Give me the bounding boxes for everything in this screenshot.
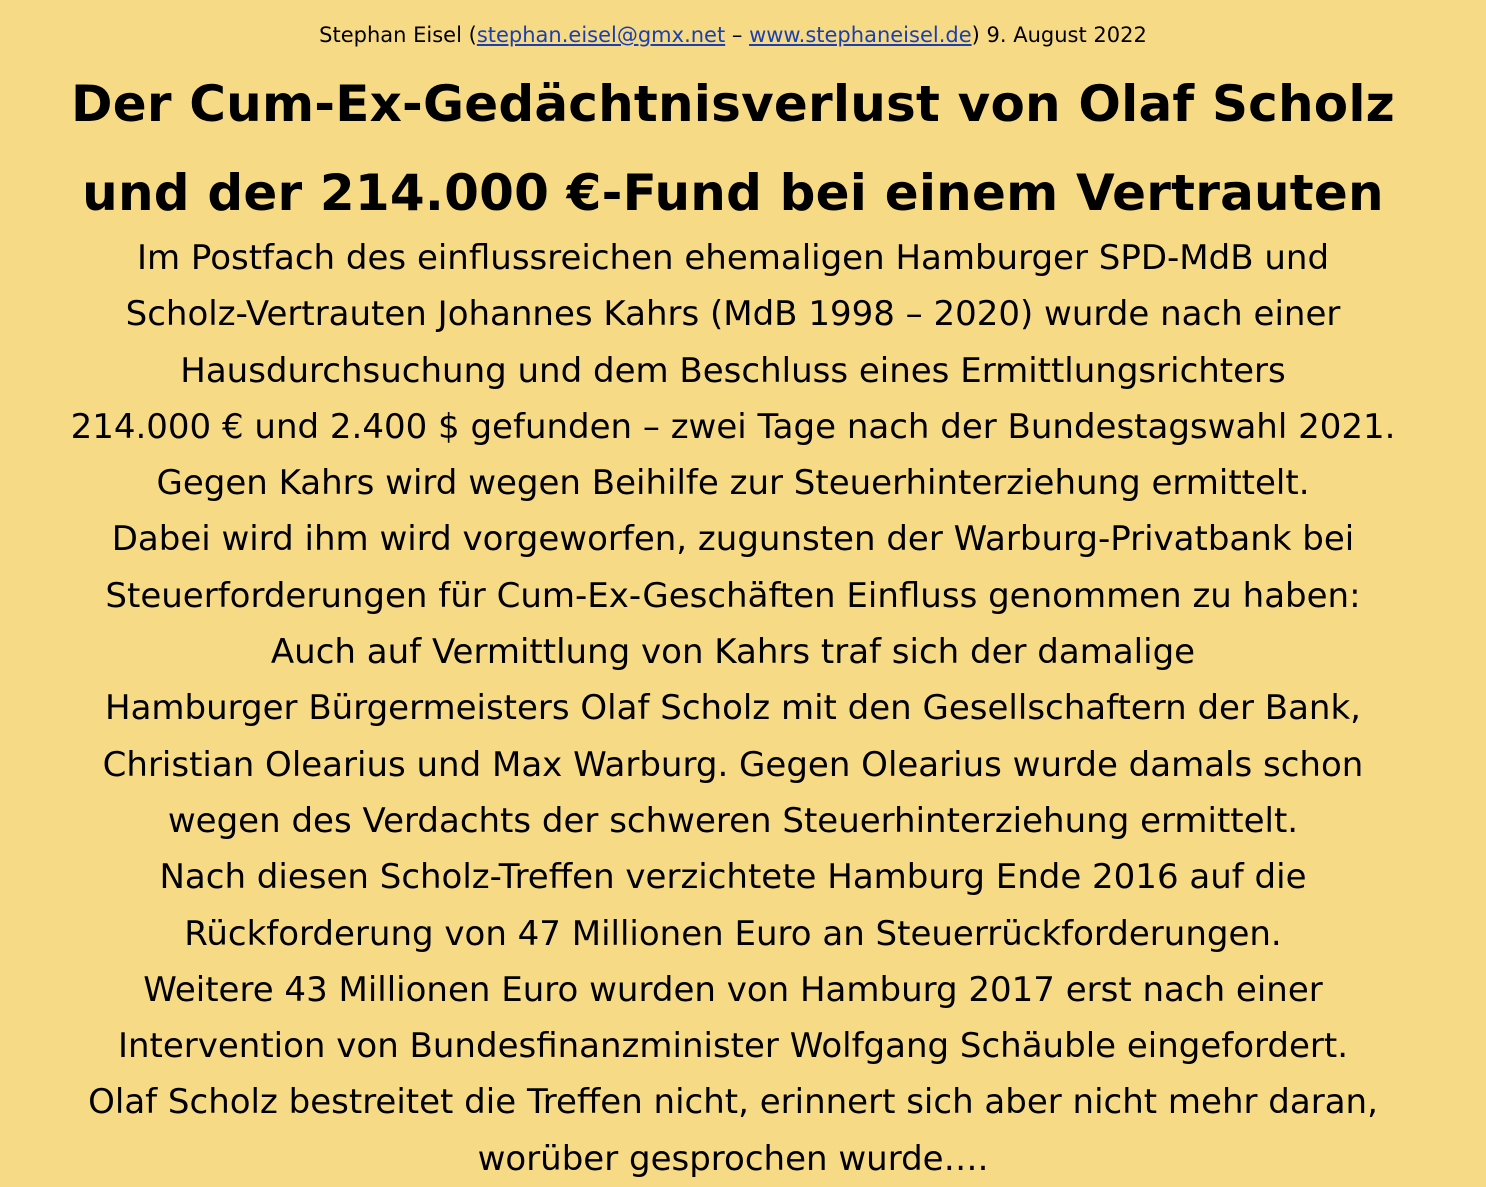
body-line: Weitere 43 Millionen Euro wurden von Hamburg 2017 erst nach einer xyxy=(143,969,1323,1010)
body-line: Olaf Scholz bestreitet die Treffen nicht, erinnert sich aber nicht mehr daran, xyxy=(88,1082,1378,1123)
body-line: Gegen Kahrs wird wegen Beihilfe zur Steuerhinterziehung ermittelt. xyxy=(156,463,1310,504)
body-line: 214.000 € und 2.400 $ gefunden – zwei Tage nach der Bundestagswahl 2021. xyxy=(70,406,1396,447)
body-line: Rückforderung von 47 Millionen Euro an Steuerrückforderungen. xyxy=(184,913,1282,954)
body-line: worüber gesprochen wurde…. xyxy=(477,1138,989,1179)
byline-author: Stephan Eisel ( xyxy=(319,23,477,47)
body-line: Scholz-Vertrauten Johannes Kahrs (MdB 1998 – 2020) wurde nach einer xyxy=(125,294,1341,335)
body-text xyxy=(0,230,1466,1187)
byline-date: ) 9. August 2022 xyxy=(971,23,1147,47)
author-email-link[interactable]: stephan.eisel@gmx.net xyxy=(476,23,726,47)
body-line: Intervention von Bundesfinanzminister Wolfgang Schäuble eingefordert. xyxy=(117,1026,1349,1067)
headline-line: Der Cum-Ex-Gedächtnisverlust von Olaf Scholz xyxy=(71,75,1395,133)
author-website-link[interactable]: www.stephaneisel.de xyxy=(749,23,972,47)
body-line: wegen des Verdachts der schweren Steuerhinterziehung ermittelt. xyxy=(167,800,1299,841)
body-line: Hamburger Bürgermeisters Olaf Scholz mit den Gesellschaftern der Bank, xyxy=(105,688,1361,729)
body-line: Christian Olearius und Max Warburg. Gegen Olearius wurde damals schon xyxy=(102,744,1364,785)
byline-separator: – xyxy=(725,23,750,47)
body-line: Auch auf Vermittlung von Kahrs traf sich der damalige xyxy=(270,632,1196,673)
headline xyxy=(0,60,1466,238)
headline-line: und der 214.000 €-Fund bei einem Vertrauten xyxy=(82,164,1384,222)
body-line: Im Postfach des einflussreichen ehemaligen Hamburger SPD-MdB und xyxy=(136,238,1330,278)
body-line: Dabei wird ihm wird vorgeworfen, zugunsten der Warburg-Privatbank bei xyxy=(111,519,1355,560)
body-line: Steuerforderungen für Cum-Ex-Geschäften Einfluss genommen zu haben: xyxy=(105,575,1361,616)
byline xyxy=(0,20,1466,50)
body-line: Hausdurchsuchung und dem Beschluss eines Ermittlungsrichters xyxy=(180,350,1286,391)
body-line: Nach diesen Scholz-Treffen verzichtete Hamburg Ende 2016 auf die xyxy=(159,857,1307,898)
